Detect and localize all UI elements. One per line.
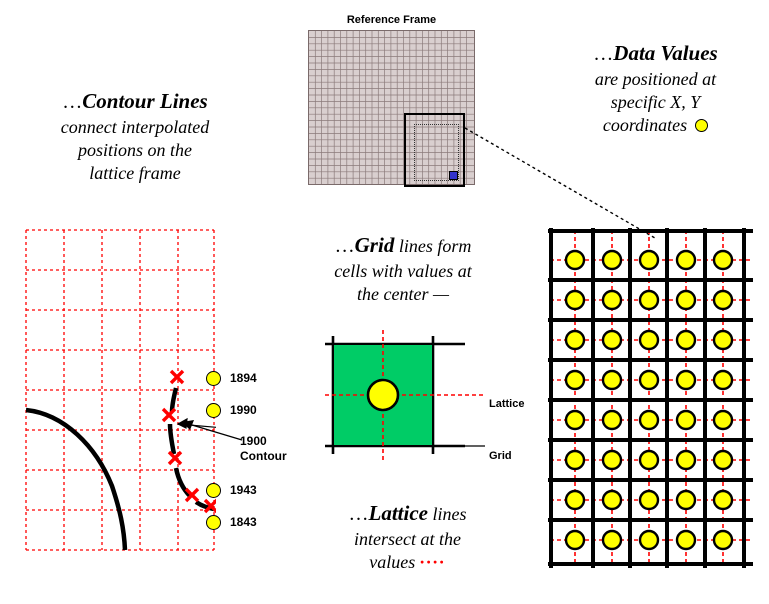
callout-contour-lines [10,88,260,185]
callout-lattice-ellipsis: … [348,503,369,525]
callout-grid-lead: Grid [354,233,395,257]
contour-value-dot-0 [206,371,221,386]
cell-value-dot [368,380,398,410]
callout-lattice-line3: values [369,551,416,572]
callout-lattice [300,500,515,574]
callout-data-line1: are positioned at [594,68,717,89]
callout-data-values [548,40,763,137]
contour-value-dot-1 [206,403,221,418]
contour-value-dot-3 [206,515,221,530]
contour-annotation-label [240,434,320,464]
callout-data-line2: specific X, Y [610,91,701,112]
callout-data-line3: coordinates [602,114,688,135]
callout-contour-line3: lattice frame [89,162,181,183]
cell-grid-label: Grid [489,450,512,462]
contour-value-label-2: 1943 [230,483,257,497]
contour-annotation-line1: 1900 [240,434,267,448]
callout-lattice-lead: Lattice [368,501,428,525]
callout-lattice-line2: intersect at the [354,528,461,549]
callout-grid-line3: the center — [357,283,449,304]
contour-diagram [24,228,216,563]
value-dot-icon [695,119,708,132]
grid-cell-diagram [325,330,515,460]
contour-annotation-leader [170,418,250,448]
callout-data-ellipsis: … [593,43,614,65]
callout-contour-line2: positions on the [77,139,192,160]
callout-data-lead: Data Values [613,41,718,65]
contour-value-label-0: 1894 [230,371,257,385]
contour-line [26,388,214,550]
contour-grid-lines [26,230,214,550]
data-values-diagram [548,228,753,568]
cell-lattice-label: Lattice [489,398,525,410]
contour-value-dot-2 [206,483,221,498]
contour-value-label-3: 1843 [230,515,257,529]
reference-frame-title: Reference Frame [346,14,437,26]
callout-grid-line1: lines form [394,236,472,256]
callout-contour-ellipsis: … [62,91,83,113]
callout-grid-line2: cells with values at [334,260,472,281]
lattice-dash-icon: ···· [419,551,446,572]
callout-contour-lead: Contour Lines [82,89,208,113]
callout-lattice-line1: lines [427,504,467,524]
leader-line [455,120,665,245]
contour-annotation-line2: Contour [240,449,287,463]
contour-value-label-1: 1990 [230,403,257,417]
callout-grid [298,232,508,306]
callout-grid-ellipsis: … [334,235,355,257]
callout-contour-line1: connect interpolated [60,116,210,137]
